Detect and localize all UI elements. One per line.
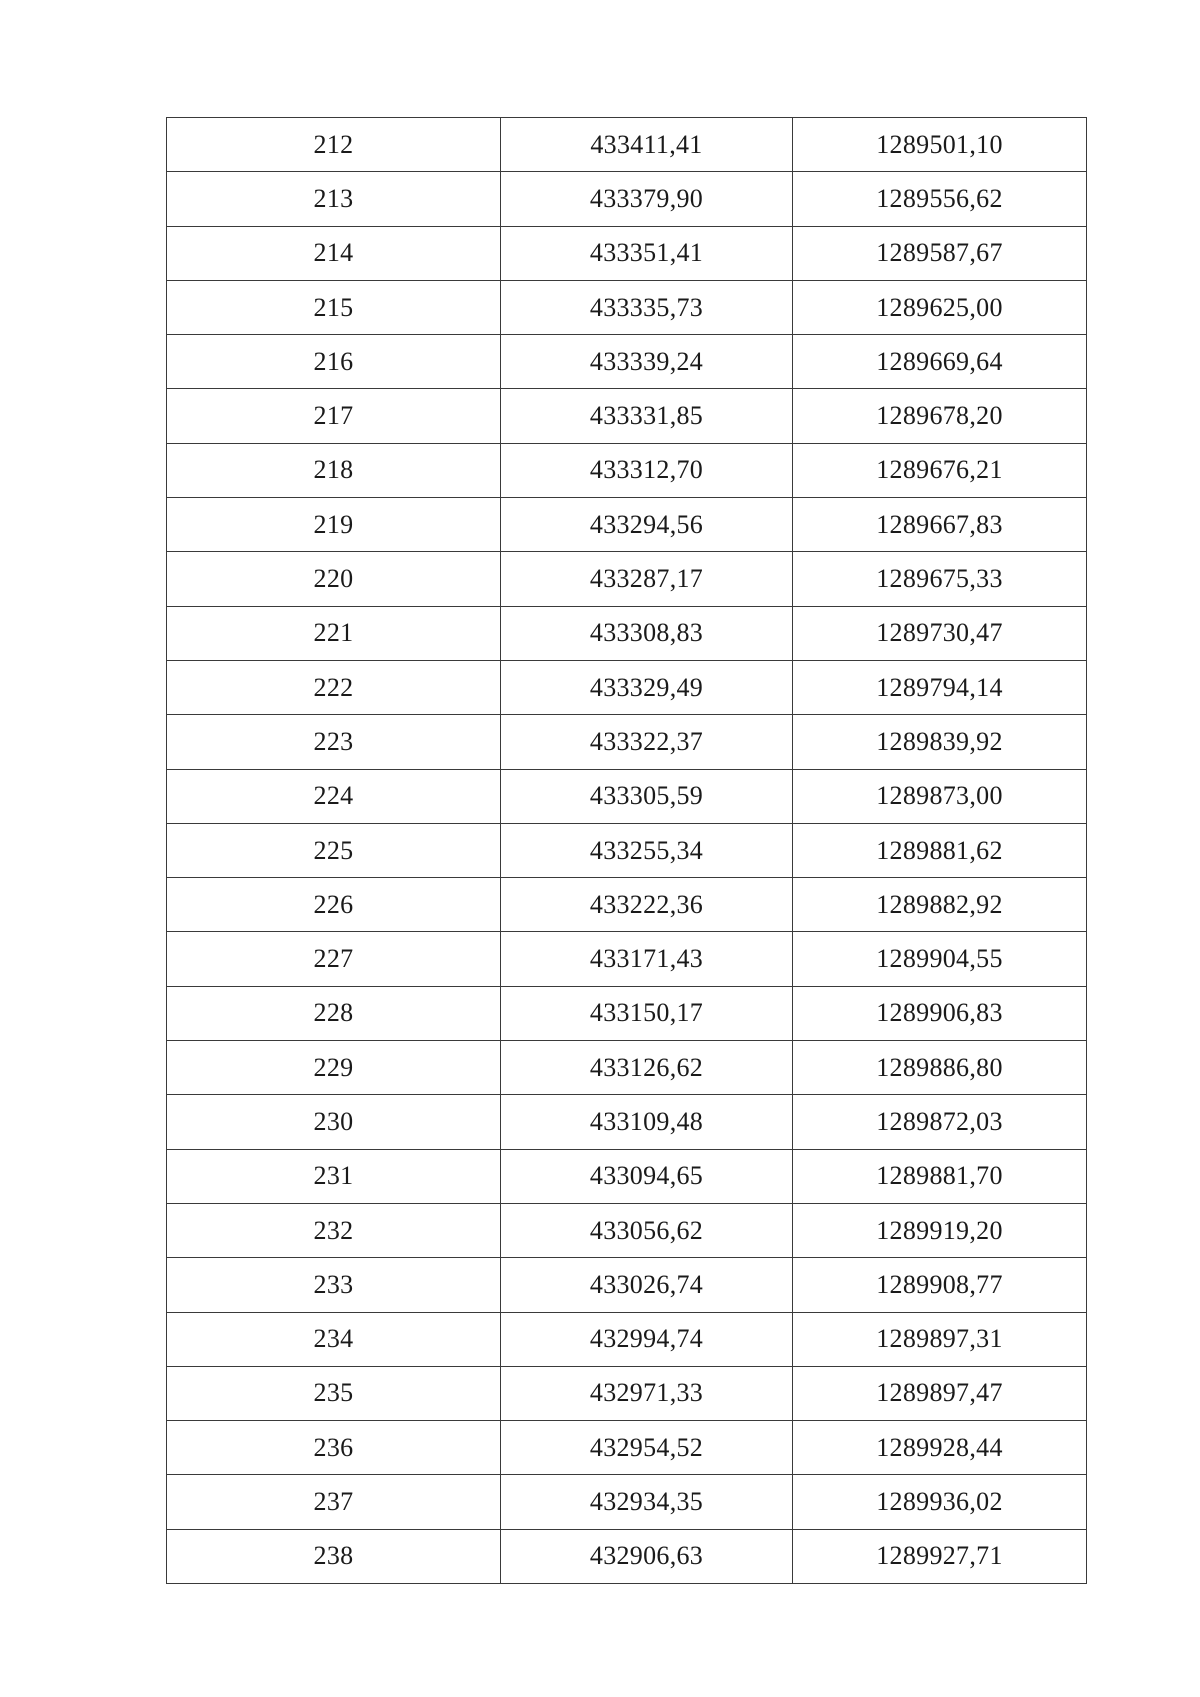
coordinates-table (166, 117, 1087, 1584)
x-coordinate-cell: 433255,34 (501, 823, 793, 877)
point-number-cell: 212 (167, 118, 501, 172)
y-coordinate-cell: 1289886,80 (793, 1041, 1087, 1095)
y-coordinate-cell: 1289873,00 (793, 769, 1087, 823)
x-coordinate-cell: 432954,52 (501, 1421, 793, 1475)
y-coordinate-cell: 1289906,83 (793, 986, 1087, 1040)
y-coordinate-cell: 1289678,20 (793, 389, 1087, 443)
table-row (167, 335, 1087, 389)
point-number-cell: 227 (167, 932, 501, 986)
point-number-cell: 232 (167, 1203, 501, 1257)
point-number-cell: 220 (167, 552, 501, 606)
x-coordinate-cell: 433411,41 (501, 118, 793, 172)
y-coordinate-cell: 1289676,21 (793, 443, 1087, 497)
table-row (167, 1366, 1087, 1420)
x-coordinate-cell: 433379,90 (501, 172, 793, 226)
point-number-cell: 237 (167, 1475, 501, 1529)
y-coordinate-cell: 1289667,83 (793, 498, 1087, 552)
coordinates-table-body (167, 118, 1087, 1584)
x-coordinate-cell: 433312,70 (501, 443, 793, 497)
y-coordinate-cell: 1289675,33 (793, 552, 1087, 606)
table-row (167, 606, 1087, 660)
point-number-cell: 235 (167, 1366, 501, 1420)
point-number-cell: 226 (167, 878, 501, 932)
x-coordinate-cell: 433351,41 (501, 226, 793, 280)
point-number-cell: 233 (167, 1258, 501, 1312)
y-coordinate-cell: 1289897,31 (793, 1312, 1087, 1366)
table-row (167, 118, 1087, 172)
x-coordinate-cell: 433329,49 (501, 660, 793, 714)
point-number-cell: 229 (167, 1041, 501, 1095)
x-coordinate-cell: 433109,48 (501, 1095, 793, 1149)
point-number-cell: 228 (167, 986, 501, 1040)
table-row (167, 1203, 1087, 1257)
point-number-cell: 213 (167, 172, 501, 226)
table-row (167, 769, 1087, 823)
x-coordinate-cell: 433322,37 (501, 715, 793, 769)
y-coordinate-cell: 1289882,92 (793, 878, 1087, 932)
x-coordinate-cell: 432994,74 (501, 1312, 793, 1366)
table-row (167, 389, 1087, 443)
table-row (167, 226, 1087, 280)
table-row (167, 1312, 1087, 1366)
y-coordinate-cell: 1289919,20 (793, 1203, 1087, 1257)
table-row (167, 986, 1087, 1040)
point-number-cell: 231 (167, 1149, 501, 1203)
point-number-cell: 223 (167, 715, 501, 769)
x-coordinate-cell: 433294,56 (501, 498, 793, 552)
table-row (167, 1095, 1087, 1149)
x-coordinate-cell: 433222,36 (501, 878, 793, 932)
y-coordinate-cell: 1289872,03 (793, 1095, 1087, 1149)
y-coordinate-cell: 1289927,71 (793, 1529, 1087, 1583)
y-coordinate-cell: 1289904,55 (793, 932, 1087, 986)
point-number-cell: 221 (167, 606, 501, 660)
y-coordinate-cell: 1289625,00 (793, 280, 1087, 334)
table-row (167, 443, 1087, 497)
point-number-cell: 234 (167, 1312, 501, 1366)
x-coordinate-cell: 433308,83 (501, 606, 793, 660)
x-coordinate-cell: 433331,85 (501, 389, 793, 443)
table-row (167, 1421, 1087, 1475)
table-row (167, 932, 1087, 986)
point-number-cell: 236 (167, 1421, 501, 1475)
table-row (167, 1475, 1087, 1529)
x-coordinate-cell: 432906,63 (501, 1529, 793, 1583)
y-coordinate-cell: 1289669,64 (793, 335, 1087, 389)
point-number-cell: 222 (167, 660, 501, 714)
x-coordinate-cell: 433339,24 (501, 335, 793, 389)
x-coordinate-cell: 432934,35 (501, 1475, 793, 1529)
y-coordinate-cell: 1289839,92 (793, 715, 1087, 769)
x-coordinate-cell: 433094,65 (501, 1149, 793, 1203)
x-coordinate-cell: 433150,17 (501, 986, 793, 1040)
y-coordinate-cell: 1289881,70 (793, 1149, 1087, 1203)
y-coordinate-cell: 1289928,44 (793, 1421, 1087, 1475)
x-coordinate-cell: 433026,74 (501, 1258, 793, 1312)
table-row (167, 552, 1087, 606)
table-row (167, 1149, 1087, 1203)
table-row (167, 823, 1087, 877)
table-row (167, 1041, 1087, 1095)
point-number-cell: 224 (167, 769, 501, 823)
table-row (167, 715, 1087, 769)
x-coordinate-cell: 433287,17 (501, 552, 793, 606)
y-coordinate-cell: 1289501,10 (793, 118, 1087, 172)
table-row (167, 660, 1087, 714)
point-number-cell: 230 (167, 1095, 501, 1149)
point-number-cell: 225 (167, 823, 501, 877)
y-coordinate-cell: 1289794,14 (793, 660, 1087, 714)
y-coordinate-cell: 1289897,47 (793, 1366, 1087, 1420)
y-coordinate-cell: 1289936,02 (793, 1475, 1087, 1529)
y-coordinate-cell: 1289587,67 (793, 226, 1087, 280)
x-coordinate-cell: 433335,73 (501, 280, 793, 334)
x-coordinate-cell: 433305,59 (501, 769, 793, 823)
x-coordinate-cell: 433126,62 (501, 1041, 793, 1095)
point-number-cell: 215 (167, 280, 501, 334)
y-coordinate-cell: 1289730,47 (793, 606, 1087, 660)
point-number-cell: 216 (167, 335, 501, 389)
x-coordinate-cell: 433056,62 (501, 1203, 793, 1257)
x-coordinate-cell: 432971,33 (501, 1366, 793, 1420)
point-number-cell: 218 (167, 443, 501, 497)
point-number-cell: 238 (167, 1529, 501, 1583)
point-number-cell: 214 (167, 226, 501, 280)
y-coordinate-cell: 1289881,62 (793, 823, 1087, 877)
table-row (167, 1258, 1087, 1312)
x-coordinate-cell: 433171,43 (501, 932, 793, 986)
y-coordinate-cell: 1289556,62 (793, 172, 1087, 226)
table-row (167, 878, 1087, 932)
point-number-cell: 217 (167, 389, 501, 443)
table-row (167, 1529, 1087, 1583)
point-number-cell: 219 (167, 498, 501, 552)
table-row (167, 172, 1087, 226)
table-row (167, 280, 1087, 334)
table-row (167, 498, 1087, 552)
y-coordinate-cell: 1289908,77 (793, 1258, 1087, 1312)
